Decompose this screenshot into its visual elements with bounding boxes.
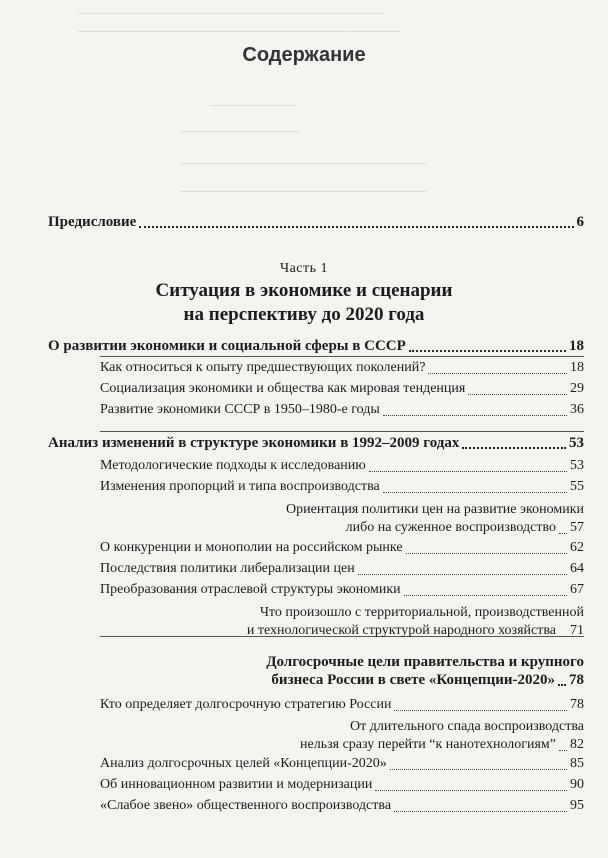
toc-label: Предисловие	[48, 214, 137, 230]
toc-label: Как относиться к опыту предшествующих поколений?	[100, 360, 426, 375]
toc-page-number: 90	[570, 777, 584, 792]
toc-label-line: Долгосрочные цели правительства и крупного	[266, 654, 584, 670]
toc-page-number: 85	[570, 756, 584, 771]
bleed-through-text: ────────────────────────────────────	[78, 6, 385, 20]
contents-title: Содержание	[242, 44, 366, 66]
toc-item[interactable]	[100, 581, 584, 599]
toc-page-number: 6	[576, 214, 584, 230]
part-title-line: Ситуация в экономике и сценарии	[155, 280, 453, 301]
toc-label: О развитии экономики и социальной сферы в СССР	[48, 338, 406, 354]
dot-leader	[390, 768, 567, 770]
toc-label: Анализ изменений в структуре экономики в 1992–2009 годах	[48, 435, 460, 451]
toc-label: Изменения пропорций и типа воспроизводства	[100, 479, 380, 494]
toc-label: и технологической структурой народного хозяйства	[246, 623, 556, 638]
toc-page-number: 67	[570, 582, 584, 597]
dot-leader	[468, 393, 567, 395]
dot-leader	[428, 372, 567, 374]
toc-page-number: 71	[570, 623, 584, 638]
bleed-through-text: ──────────────	[180, 124, 300, 138]
toc-item[interactable]	[100, 718, 584, 754]
toc-item[interactable]	[100, 539, 584, 557]
toc-label: Развитие экономики СССР в 1950–1980-е годы	[100, 402, 380, 417]
toc-page-number: 64	[570, 561, 584, 576]
dot-leader	[383, 491, 567, 493]
toc-page-number: 55	[570, 479, 584, 494]
section-rule	[100, 356, 584, 357]
dot-leader	[404, 594, 567, 596]
toc-label: нельзя сразу перейти “к нанотехнологиям”	[300, 737, 556, 752]
part-title-line: на перспективу до 2020 года	[183, 304, 425, 325]
toc-page-number: 29	[570, 381, 584, 396]
section-rule	[100, 431, 584, 432]
bleed-through-text: ─────────────────────────────	[180, 156, 427, 170]
toc-page-number: 62	[570, 540, 584, 555]
dot-leader	[558, 683, 566, 686]
toc-label: Анализ долгосрочных целей «Концепции-2020»	[100, 756, 387, 771]
toc-label: Преобразования отраслевой структуры экономики	[100, 582, 401, 597]
toc-label: бизнеса России в свете «Концепции-2020»	[271, 672, 555, 688]
dot-leader	[375, 789, 567, 791]
toc-item[interactable]	[100, 604, 584, 640]
dot-leader	[559, 532, 567, 534]
toc-label-line: От длительного спада воспроизводства	[350, 719, 584, 734]
toc-page-number: 95	[570, 798, 584, 813]
dot-leader	[358, 573, 567, 575]
toc-page-number: 78	[569, 672, 584, 688]
toc-label: «Слабое звено» общественного воспроизводства	[100, 798, 392, 813]
toc-label: Социализация экономики и общества как мировая тенденция	[100, 381, 466, 396]
toc-preface[interactable]	[48, 213, 584, 231]
toc-item[interactable]	[100, 478, 584, 496]
toc-label: Последствия политики либерализации цен	[100, 561, 355, 576]
toc-item[interactable]	[100, 380, 584, 398]
toc-page-number: 57	[570, 520, 584, 535]
toc-label-line: Ориентация политики цен на развитие экономики	[286, 502, 584, 517]
toc-label: либо на суженное воспроизводство	[345, 520, 556, 535]
toc-section-2[interactable]	[48, 434, 584, 452]
toc-page-number: 82	[570, 737, 584, 752]
part-label: Часть 1	[279, 261, 329, 276]
dot-leader	[559, 635, 567, 637]
toc-page-number: 18	[570, 360, 584, 375]
toc-label: Об инновационном развитии и модернизации	[100, 777, 373, 792]
dot-leader	[406, 552, 567, 554]
dot-leader	[394, 709, 567, 711]
toc-page-number: 78	[570, 697, 584, 712]
dot-leader	[409, 349, 566, 352]
toc-section-3[interactable]	[48, 653, 584, 689]
toc-label: Методологические подходы к исследованию	[100, 458, 366, 473]
dot-leader	[369, 470, 567, 472]
part-title	[0, 279, 608, 327]
toc-label: О конкуренции и монополии на российском рынке	[100, 540, 403, 555]
toc-item[interactable]	[100, 501, 584, 537]
toc-section-1[interactable]	[48, 337, 584, 355]
toc-item[interactable]	[100, 359, 584, 377]
bleed-through-text: ─────────────────────────────	[180, 184, 427, 198]
toc-item[interactable]	[100, 696, 584, 714]
toc-item[interactable]	[100, 401, 584, 419]
toc-page-number: 36	[570, 402, 584, 417]
dot-leader	[559, 749, 567, 751]
toc-item[interactable]	[100, 457, 584, 475]
toc-item[interactable]	[100, 776, 584, 794]
dot-leader	[383, 414, 567, 416]
dot-leader	[394, 810, 567, 812]
toc-item[interactable]	[100, 797, 584, 815]
bleed-through-text: ──────────────────────────────────────	[78, 24, 402, 38]
bleed-through-text: ──────────	[210, 98, 296, 112]
toc-page-number: 18	[569, 338, 584, 354]
toc-page-number: 53	[570, 458, 584, 473]
dot-leader	[139, 225, 573, 228]
dot-leader	[462, 446, 566, 449]
toc-page-number: 53	[569, 435, 584, 451]
toc-label-line: Что произошло с территориальной, производственной	[259, 605, 584, 620]
toc-label: Кто определяет долгосрочную стратегию России	[100, 697, 392, 712]
toc-item[interactable]	[100, 560, 584, 578]
toc-item[interactable]	[100, 755, 584, 773]
